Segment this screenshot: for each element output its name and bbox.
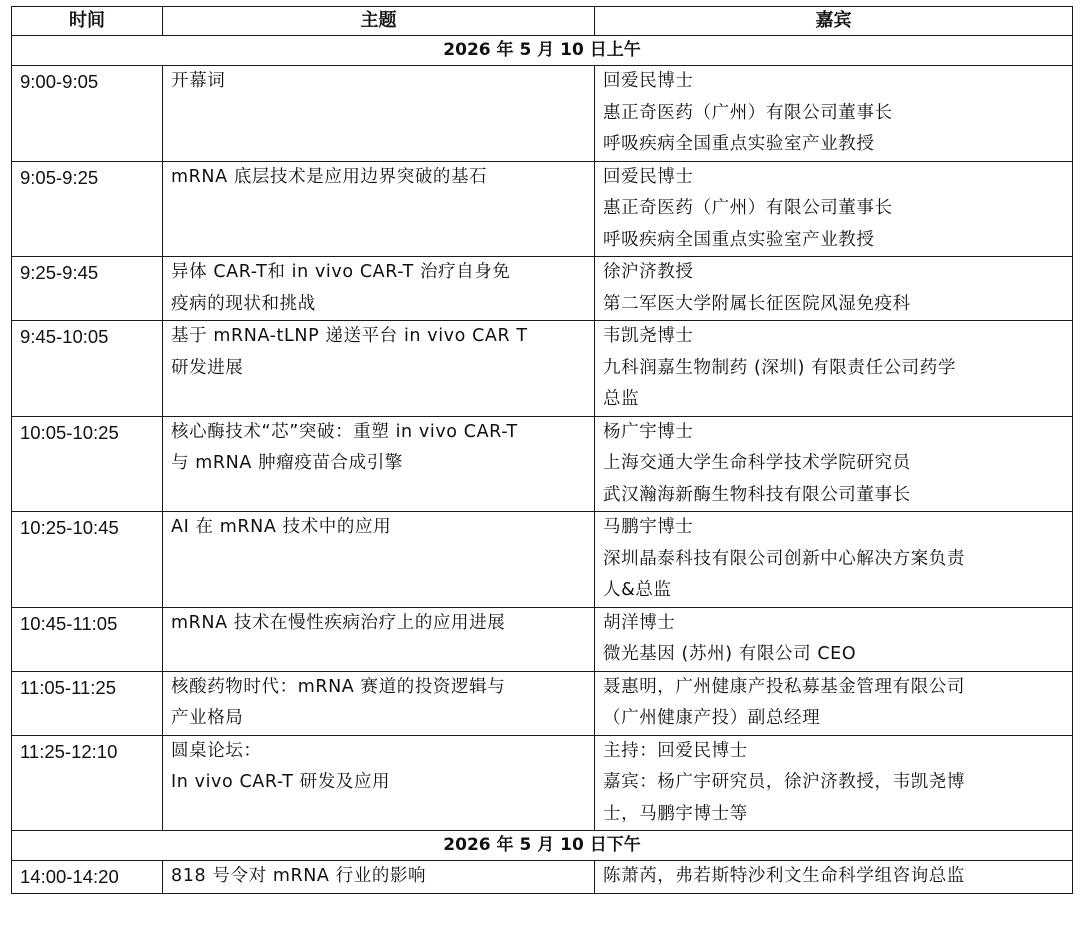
topic-line: mRNA 技术在慢性疾病治疗上的应用进展: [171, 612, 506, 633]
guest-line: 徐沪济教授: [603, 262, 694, 282]
topic-cell: [163, 735, 595, 831]
guest-line: 杨广宇博士: [603, 421, 694, 442]
guest-cell: [595, 671, 1073, 735]
time-cell: 9:45-10:05: [12, 321, 163, 417]
agenda-row: [12, 66, 1073, 162]
topic-line: 与 mRNA 肿瘤疫苗合成引擎: [171, 453, 403, 473]
time-cell: 14:00-14:20: [12, 861, 163, 894]
guest-cell: [595, 66, 1073, 162]
topic-line: mRNA 底层技术是应用边界突破的基石: [171, 166, 488, 187]
agenda-row: [12, 671, 1073, 735]
guest-cell: [595, 321, 1073, 417]
topic-cell: [163, 607, 595, 671]
topic-cell: [163, 416, 595, 512]
header-row: [12, 7, 1073, 36]
guest-line: 人&总监: [603, 580, 672, 600]
topic-line: 疫病的现状和挑战: [171, 293, 316, 314]
guest-line: 武汉瀚海新酶生物科技有限公司董事长: [603, 484, 911, 505]
guest-line: 第二军医大学附属长征医院风湿免疫科: [603, 293, 911, 314]
time-cell: 10:45-11:05: [12, 607, 163, 671]
guest-line: 呼吸疾病全国重点实验室产业教授: [603, 229, 875, 250]
topic-line: 产业格局: [171, 708, 244, 728]
guest-line: 深圳晶泰科技有限公司创新中心解决方案负责: [603, 548, 965, 569]
time-cell: 10:05-10:25: [12, 416, 163, 512]
session-row: [12, 36, 1073, 66]
time-cell: 9:05-9:25: [12, 161, 163, 257]
topic-cell: [163, 161, 595, 257]
topic-cell: [163, 257, 595, 321]
guest-cell: [595, 861, 1073, 894]
header-guest: 嘉宾: [595, 7, 1073, 36]
topic-line: 异体 CAR-T和 in vivo CAR-T 治疗自身免: [171, 262, 511, 282]
header-time: 时间: [12, 7, 163, 36]
guest-line: 微光基因 (苏州) 有限公司 CEO: [603, 644, 857, 664]
time-cell: 10:25-10:45: [12, 512, 163, 608]
agenda-row: [12, 416, 1073, 512]
guest-cell: [595, 735, 1073, 831]
agenda-row: [12, 321, 1073, 417]
guest-line: 惠正奇医药（广州）有限公司董事长: [603, 102, 893, 123]
guest-line: 胡洋博士: [603, 612, 676, 633]
guest-cell: [595, 607, 1073, 671]
guest-line: 主持：回爱民博士: [603, 740, 748, 761]
agenda-row: [12, 161, 1073, 257]
topic-line: 开幕词: [171, 71, 226, 91]
guest-cell: [595, 257, 1073, 321]
topic-line: 818 号令对 mRNA 行业的影响: [171, 866, 427, 886]
topic-cell: [163, 671, 595, 735]
agenda-row: [12, 512, 1073, 608]
topic-line: AI 在 mRNA 技术中的应用: [171, 517, 392, 537]
agenda-row: [12, 607, 1073, 671]
header-topic: 主题: [163, 7, 595, 36]
guest-line: 回爱民博士: [603, 166, 694, 187]
topic-cell: [163, 321, 595, 417]
session-row: [12, 831, 1073, 861]
guest-line: 呼吸疾病全国重点实验室产业教授: [603, 134, 875, 154]
agenda-body: [12, 36, 1073, 894]
topic-line: 圆桌论坛：: [171, 740, 262, 761]
topic-line: 核酸药物时代：mRNA 赛道的投资逻辑与: [171, 676, 506, 697]
topic-cell: [163, 861, 595, 894]
guest-line: 士，马鹏宇博士等: [603, 803, 748, 824]
guest-line: 惠正奇医药（广州）有限公司董事长: [603, 198, 893, 218]
guest-line: 总监: [603, 389, 640, 409]
guest-line: 陈萧芮，弗若斯特沙利文生命科学组咨询总监: [603, 866, 965, 886]
guest-cell: [595, 416, 1073, 512]
agenda-table: [11, 6, 1073, 894]
guest-line: 上海交通大学生命科学技术学院研究员: [603, 453, 911, 473]
guest-line: 回爱民博士: [603, 71, 694, 91]
time-cell: 11:25-12:10: [12, 735, 163, 831]
session-date-label: 2026 年 5 月 10 日下午: [12, 831, 1073, 861]
topic-cell: [163, 66, 595, 162]
guest-line: 韦凯尧博士: [603, 326, 694, 346]
guest-cell: [595, 161, 1073, 257]
guest-line: 聂惠明，广州健康产投私募基金管理有限公司: [603, 676, 965, 697]
guest-line: 嘉宾：杨广宇研究员，徐沪济教授，韦凯尧博: [603, 772, 965, 792]
topic-line: 基于 mRNA-tLNP 递送平台 in vivo CAR T: [171, 326, 528, 346]
session-date-label: 2026 年 5 月 10 日上午: [12, 36, 1073, 66]
agenda-row: [12, 257, 1073, 321]
time-cell: 9:00-9:05: [12, 66, 163, 162]
topic-cell: [163, 512, 595, 608]
topic-line: 核心酶技术“芯”突破：重塑 in vivo CAR-T: [171, 421, 518, 442]
guest-line: 马鹏宇博士: [603, 517, 694, 537]
guest-cell: [595, 512, 1073, 608]
agenda-row: [12, 861, 1073, 894]
topic-line: In vivo CAR-T 研发及应用: [171, 772, 391, 792]
time-cell: 11:05-11:25: [12, 671, 163, 735]
agenda-row: [12, 735, 1073, 831]
guest-line: （广州健康产投）副总经理: [603, 708, 821, 728]
topic-line: 研发进展: [171, 357, 244, 378]
time-cell: 9:25-9:45: [12, 257, 163, 321]
guest-line: 九科润嘉生物制药 (深圳) 有限责任公司药学: [603, 357, 956, 378]
